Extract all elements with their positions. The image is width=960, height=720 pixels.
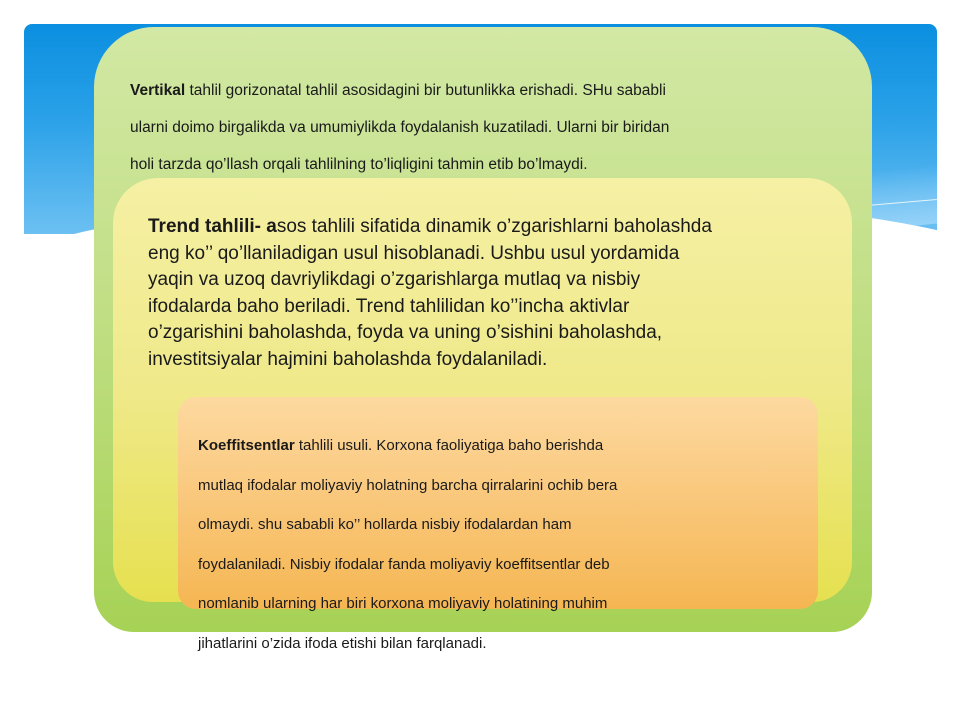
text-line: Koeffitsentlar tahlili usuli. Korxona faoliyatiga baho berishda: [198, 437, 604, 454]
text-line: o’zgarishini baholashda, foyda va uning o’sishini baholashda,: [148, 322, 663, 343]
text-line: ularni doimo birgalikda va umumiylikda foydalanish kuzatiladi. Ularni bir biridan: [130, 119, 670, 136]
vertical-analysis-text: [130, 72, 850, 183]
text-line: Trend tahlili- asos tahlili sifatida dinamik o’zgarishlarni baholashda: [148, 216, 712, 237]
text-line: mutlaq ifodalar moliyaviy holatning barcha qirralarini ochib bera: [198, 476, 618, 494]
text-line: jihatlarini o’zida ifoda etishi bilan farqlanadi.: [198, 634, 487, 652]
text-line: nomlanib ularning har biri korxona moliyaviy holatining muhim: [198, 595, 608, 612]
vertical-heading: Vertikal: [130, 82, 186, 99]
text-line: eng ko’’ qo’llaniladigan usul hisoblanadi. Ushbu usul yordamida: [148, 242, 680, 264]
text-line: ifodalarda baho beriladi. Trend tahlilidan ko’’incha aktivlar: [148, 295, 630, 317]
text-line: holi tarzda qo’llash orqali tahlilning to’liqligini tahmin etib bo’lmaydi.: [130, 156, 588, 173]
text-line: Vertikal tahlil gorizonatal tahlil asosidagini bir butunlikka erishadi. SHu sababli: [130, 82, 666, 99]
trend-analysis-text: [148, 214, 828, 373]
text-line: yaqin va uzoq davriylikdagi o’zgarishlarga mutlaq va nisbiy: [148, 269, 641, 290]
text-line: investitsiyalar hajmini baholashda foydalaniladi.: [148, 348, 548, 370]
trend-heading: Trend tahlili- a: [148, 216, 277, 237]
text-line: olmaydi. shu sababli ko’’ hollarda nisbiy ifodalardan ham: [198, 516, 572, 533]
coefficients-heading: Koeffitsentlar: [198, 437, 295, 454]
coefficients-analysis-text: [198, 426, 818, 663]
text-line: foydalaniladi. Nisbiy ifodalar fanda moliyaviy koeffitsentlar deb: [198, 555, 610, 573]
